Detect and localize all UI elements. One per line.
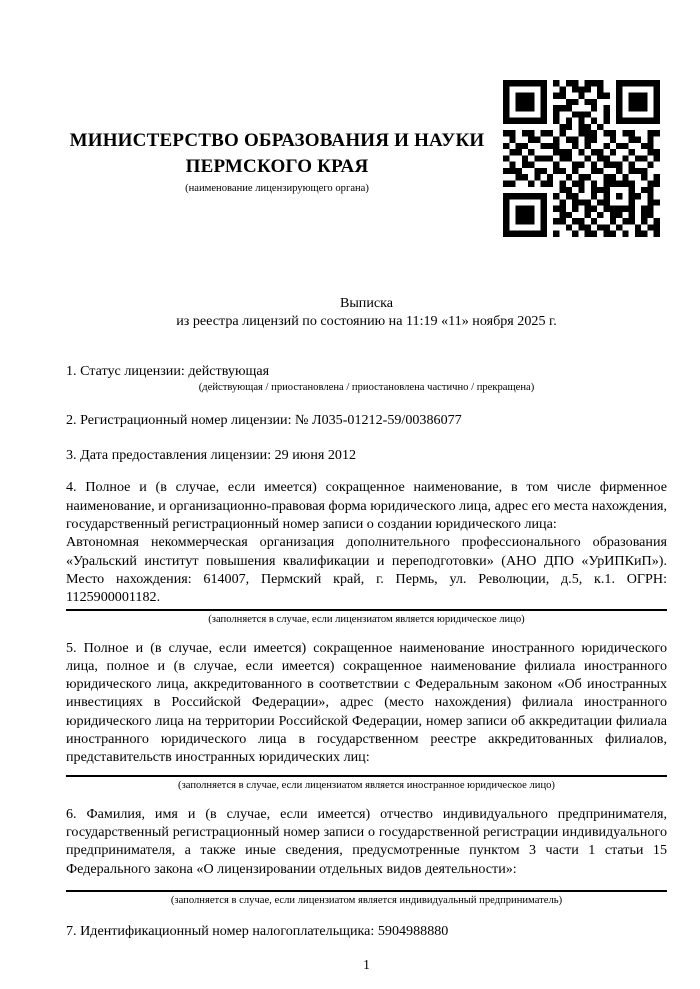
section-legal-entity — [66, 478, 667, 626]
foreign-entity-text: 5. Полное и (в случае, если имеется) сокращенное наименование иностранного юридического лица, полное и (в случае, если имеется) сокращенное наименование филиала иностранного юридического лица, аккредитованного в соответствии с Федеральным законом «Об иностранных инвестициях в Российской Федерации», адрес (место нахождения) филиала иностранного юридического лица на территории Российской Федерации, номер записи об аккредитации филиала иностранного юридического лица в государственном реестре аккредитованных филиалов, представительств иностранных юридических лиц: — [66, 639, 667, 766]
section-license-status — [66, 362, 667, 395]
licensing-authority-caption: (наименование лицензирующего органа) — [185, 183, 369, 194]
legal-entity-label: 4. Полное и (в случае, если имеется) сокращенное наименование, в том числе фирменное наименование, и организационно-правовая форма юридического лица, адрес его места нахождения, государственный регистрационный номер записи о создании юридического лица: — [66, 479, 667, 533]
fill-line — [66, 609, 667, 611]
section-taxpayer-id — [66, 922, 667, 940]
legal-entity-caption: (заполняется в случае, если лицензиатом является юридическое лицо) — [208, 613, 525, 625]
fill-line — [66, 890, 667, 892]
entrepreneur-text: 6. Фамилия, имя и (в случае, если имеется) отчество индивидуального предпринимателя, государственный регистрационный номер записи о государственной регистрации индивидуального предпринимателя, а также иные сведения, предусмотренные пунктом 3 части 1 статьи 15 Федерального закона «О лицензировании отдельных видов деятельности»: — [66, 805, 667, 877]
ministry-name-line2: ПЕРМСКОГО КРАЯ — [185, 156, 369, 177]
qr-code-svg — [503, 80, 660, 237]
document-title — [66, 294, 667, 331]
license-status-text: 1. Статус лицензии: действующая — [66, 362, 270, 379]
legal-entity-value: Автономная некоммерческая организация дополнительного профессионального образования «Уральский институт повышения квалификации и переподготовки» (АНО ДПО «УрИПКиП»). Место нахождения: 614007, Пермский край, г. Пермь, ул. Революции, д.5, к.1. ОГРН: 1125900001182. — [66, 534, 667, 606]
ministry-header — [66, 128, 488, 196]
ministry-name — [66, 128, 488, 180]
qr-code — [503, 80, 660, 237]
section-foreign-entity — [66, 639, 667, 793]
foreign-entity-caption: (заполняется в случае, если лицензиатом является иностранное юридическое лицо) — [178, 779, 555, 791]
section-grant-date — [66, 446, 667, 464]
ministry-name-line1: МИНИСТЕРСТВО ОБРАЗОВАНИЯ И НАУКИ — [69, 130, 485, 151]
fill-line — [66, 775, 667, 777]
grant-date-text: 3. Дата предоставления лицензии: 29 июня 2012 — [66, 447, 357, 464]
license-status-options-caption: (действующая / приостановлена / приостановлена частично / прекращена) — [198, 381, 535, 393]
document-title-line1: Выписка — [339, 295, 394, 311]
section-registration-number — [66, 411, 667, 429]
document-title-line2: из реестра лицензий по состоянию на 11:19 «11» ноября 2025 г. — [176, 313, 557, 330]
page-number: 1 — [363, 957, 370, 973]
entrepreneur-caption: (заполняется в случае, если лицензиатом является индивидуальный предприниматель) — [170, 894, 563, 906]
taxpayer-id-text: 7. Идентификационный номер налогоплательщика: 5904988880 — [66, 922, 449, 939]
registration-number-text: 2. Регистрационный номер лицензии: № Л035-01212-59/00386077 — [66, 411, 462, 428]
section-entrepreneur — [66, 805, 667, 908]
